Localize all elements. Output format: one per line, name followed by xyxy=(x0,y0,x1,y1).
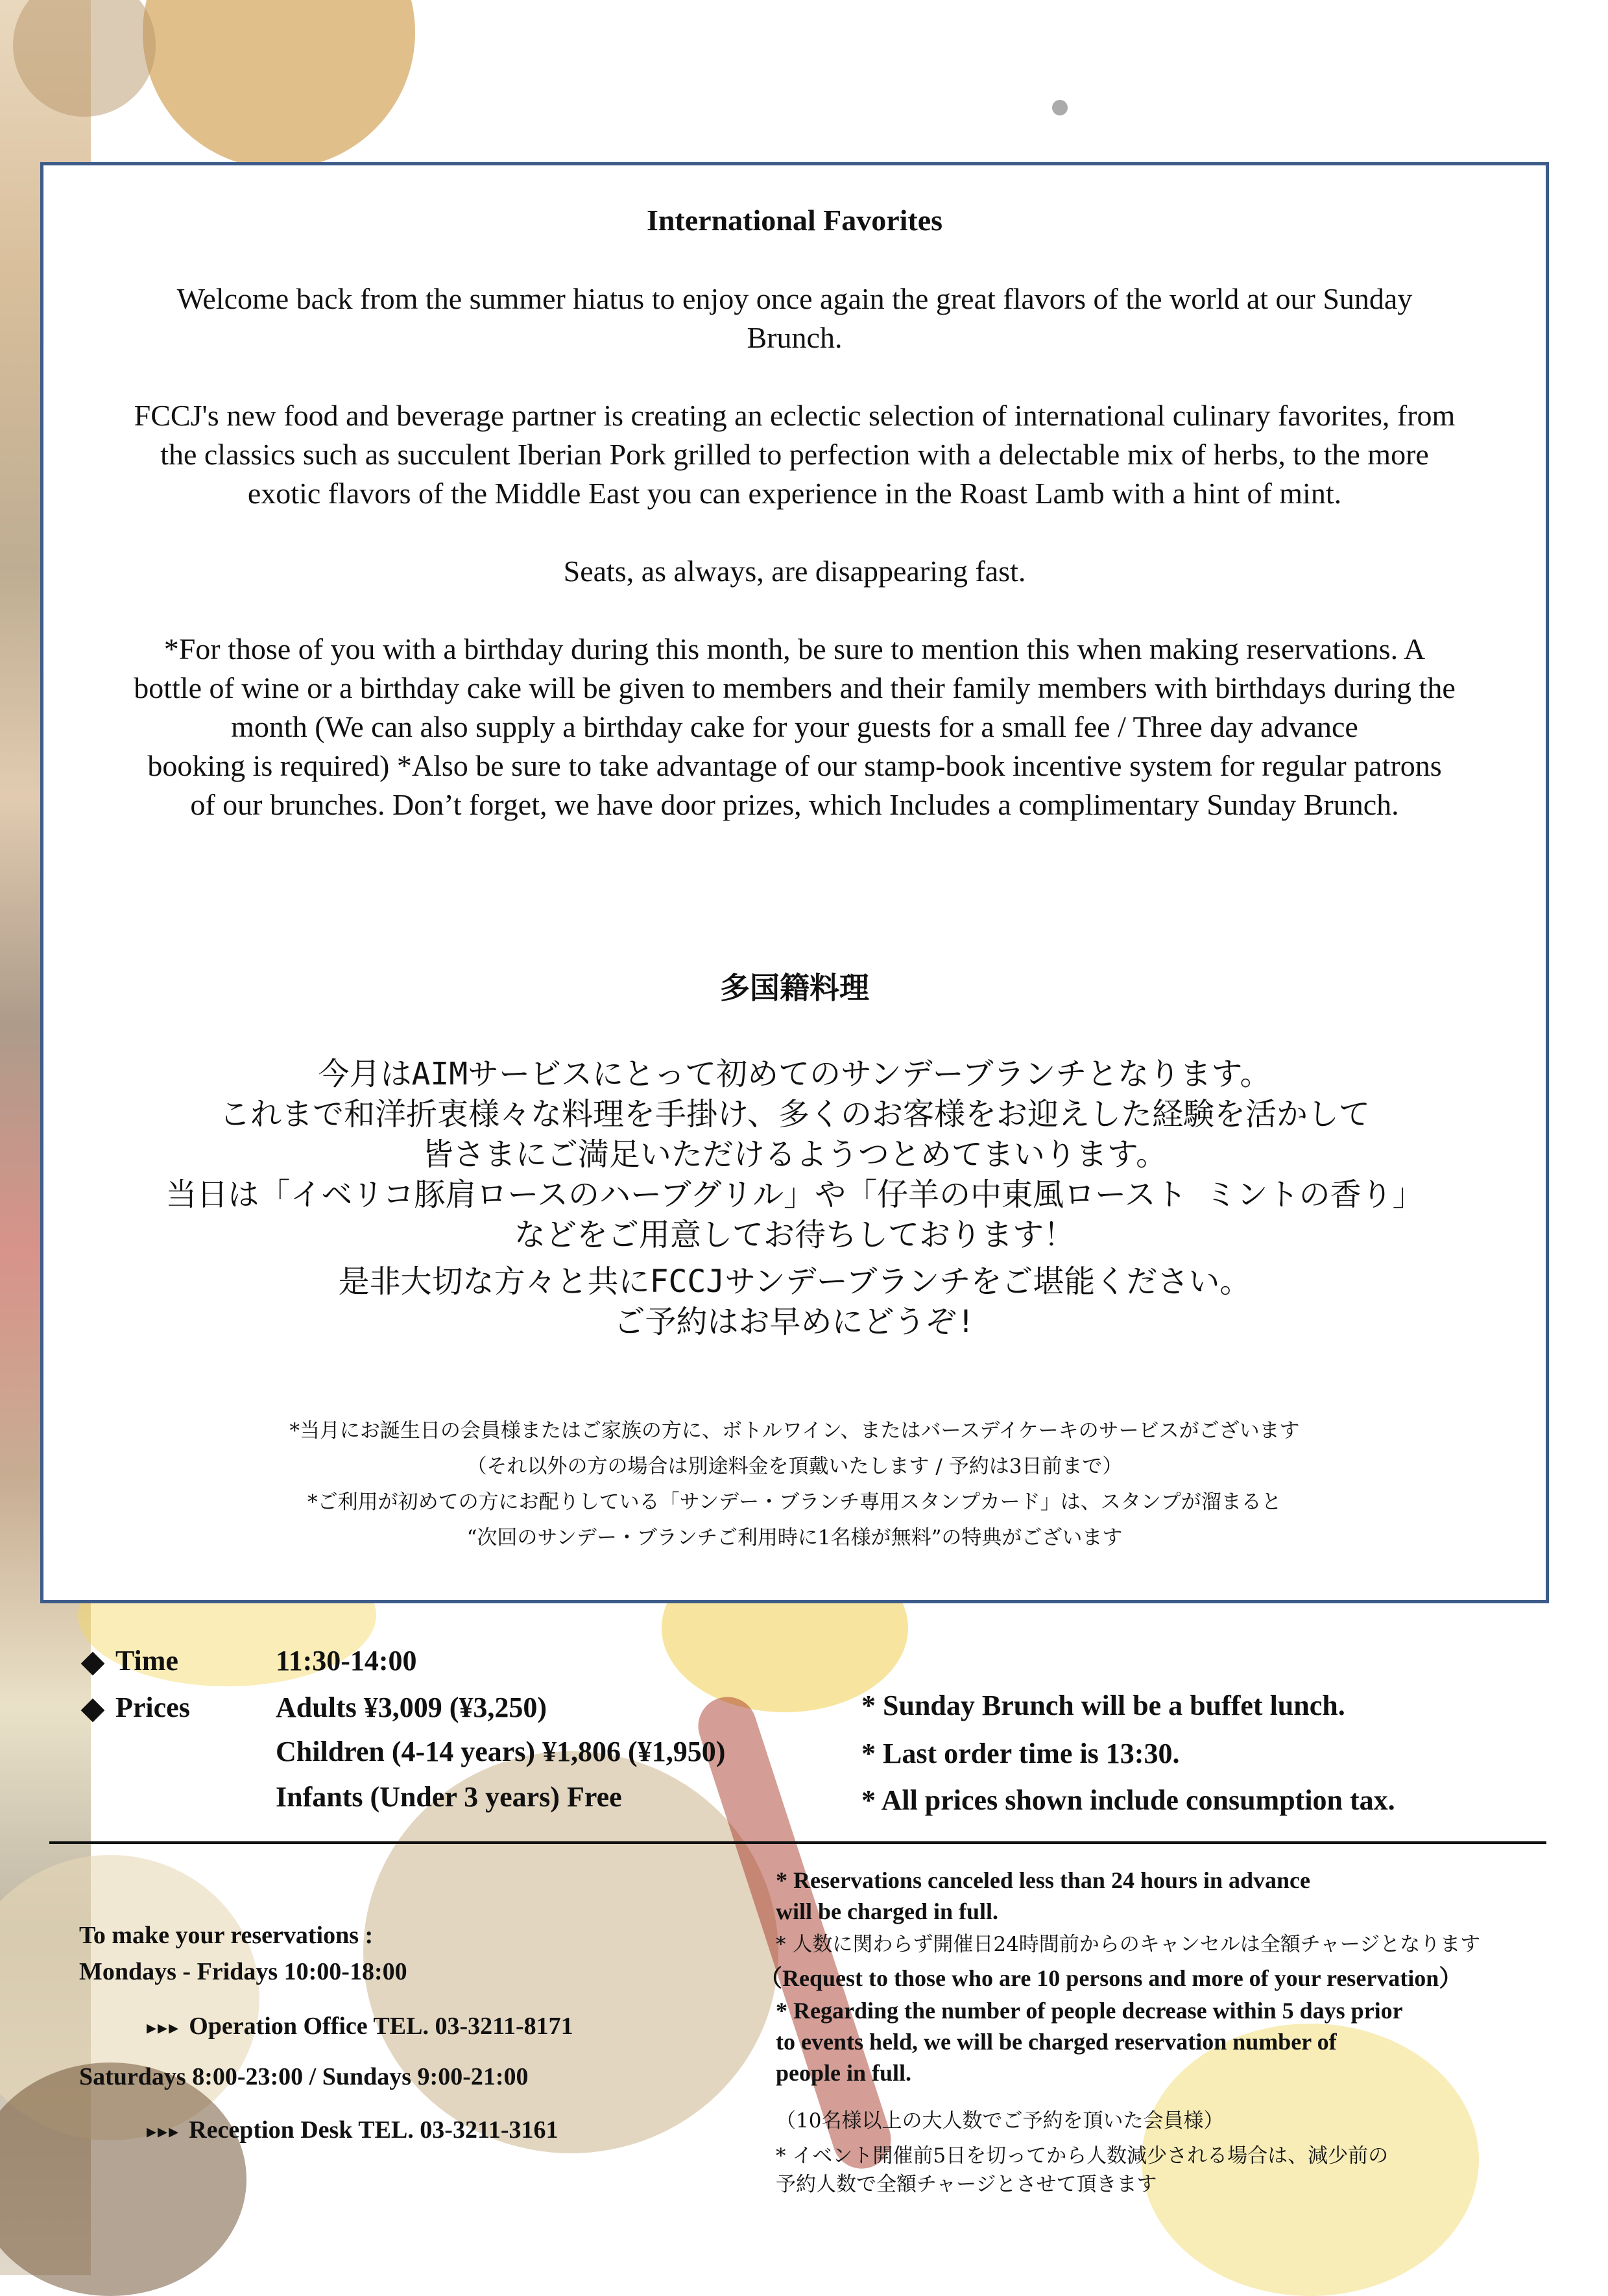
text-line: 皆さまにご満足いただけるようつとめてまいります。 xyxy=(422,1136,1168,1173)
text-line: *For those of you with a birthday during this month, be sure to mention this when making reservations. A xyxy=(163,632,1426,665)
text-line: “次回のサンデー・ブランチご利用時に1名様が無料”の特典がございます xyxy=(466,1526,1123,1549)
price-infants: Infants (Under 3 years) Free xyxy=(276,1781,622,1813)
text-line: 当日は「イベリコ豚肩ロースのハーブグリル」や「仔羊の中東風ロースト ミントの香り」 xyxy=(165,1177,1424,1213)
text-line: * Reservations canceled less than 24 hours in advance xyxy=(776,1867,1311,1893)
text-line: * イベント開催前5日を切ってから人数減少される場合は、減少前の xyxy=(776,2144,1389,2168)
seats-paragraph xyxy=(82,552,1507,591)
weekday-hours: Mondays - Fridays 10:00-18:00 xyxy=(79,1958,407,1985)
text-line: *ご利用が初めての方にお配りしている「サンデー・ブランチ専用スタンプカード」は、スタンプが溜まると xyxy=(307,1490,1282,1514)
text-line: Welcome back from the summer hiatus to enjoy once again the great flavors of the world at our Sunday xyxy=(176,282,1413,315)
price-children: Children (4-14 years) ¥1,806 (¥1,950) xyxy=(276,1736,726,1767)
price-adults: Adults ¥3,009 (¥3,250) xyxy=(276,1692,547,1723)
english-title: International Favorites xyxy=(646,204,943,237)
notice-box xyxy=(40,162,1549,1603)
weekend-hours: Saturdays 8:00-23:00 / Sundays 9:00-21:00 xyxy=(79,2063,529,2090)
text-line: * Regarding the number of people decrease within 5 days prior xyxy=(776,1998,1403,2024)
operation-office-phone xyxy=(147,2011,573,2044)
text-line: などをご用意してお待ちしております！ xyxy=(514,1217,1075,1253)
text-line: 是非大切な方々と共にFCCJサンデーブランチをご堪能ください。 xyxy=(338,1263,1251,1300)
welcome-paragraph xyxy=(82,280,1507,357)
arrow-icon: ▸▸▸ xyxy=(147,2017,180,2039)
text-line: FCCJ's new food and beverage partner is creating an eclectic selection of international culinary favorites, from xyxy=(134,399,1456,432)
operation-office-text: Operation Office TEL. 03-3211-8171 xyxy=(189,2013,573,2040)
text-line: exotic flavors of the Middle East you can experience in the Roast Lamb with a hint of mint. xyxy=(247,477,1342,510)
last-order-note: * Last order time is 13:30. xyxy=(861,1738,1180,1769)
diamond-bullet-icon xyxy=(81,1652,105,1676)
cancellation-jp-1: * 人数に関わらず開催日24時間前からのキャンセルは全額チャージとなります xyxy=(776,1933,1481,1956)
text-line: booking is required) *Also be sure to take advantage of our stamp-book incentive system for regular patrons xyxy=(147,749,1442,782)
birthday-paragraph xyxy=(82,630,1507,824)
text-line: to events held, we will be charged reservation number of xyxy=(776,2029,1337,2055)
text-line: 予約人数で全額チャージとさせて頂きます xyxy=(776,2173,1157,2196)
arrow-icon: ▸▸▸ xyxy=(147,2121,180,2142)
buffet-note: * Sunday Brunch will be a buffet lunch. xyxy=(861,1690,1345,1721)
time-value: 11:30-14:00 xyxy=(276,1645,417,1677)
partner-paragraph xyxy=(82,396,1507,513)
japanese-notes xyxy=(43,1413,1546,1556)
time-label xyxy=(84,1644,178,1677)
prices-label-text: Prices xyxy=(115,1692,190,1723)
section-divider xyxy=(49,1841,1546,1844)
pepper-seed-decoration xyxy=(1052,100,1068,115)
cancellation-en-1 xyxy=(776,1865,1310,1927)
time-label-text: Time xyxy=(115,1645,178,1677)
reservations-heading: To make your reservations : xyxy=(79,1922,374,1949)
text-line: the classics such as succulent Iberian Pork grilled to perfection with a delectable mix of herbs, to the more xyxy=(160,438,1429,471)
text-line: ご予約はお早めにどうぞ! xyxy=(614,1304,976,1340)
diamond-bullet-icon xyxy=(81,1699,105,1723)
text-line: これまで和洋折衷様々な料理を手掛け、多くのお客様をお迎えした経験を活かして xyxy=(219,1096,1371,1132)
text-line: month (We can also supply a birthday cake for your guests for a small fee / Three day advance xyxy=(231,710,1358,743)
text-line: 今月はAIMサービスにとって初めてのサンデーブランチとなります。 xyxy=(318,1056,1271,1092)
cancellation-en-2-head: （Request to those who are 10 persons and more of your reservation） xyxy=(759,1965,1463,1991)
reception-desk-phone xyxy=(147,2114,558,2147)
japanese-body xyxy=(43,1054,1546,1342)
text-line: of our brunches. Don’t forget, we have door prizes, which Includes a complimentary Sunday Brunch. xyxy=(190,788,1399,821)
spice-bowl-decoration xyxy=(143,0,415,169)
text-line: Seats, as always, are disappearing fast. xyxy=(563,555,1026,588)
cancellation-en-2 xyxy=(776,1995,1403,2088)
cancellation-jp-2-head: （10名様以上の大人数でご予約を頂いた会員様） xyxy=(776,2109,1224,2133)
tax-note: * All prices shown include consumption tax. xyxy=(861,1784,1395,1816)
japanese-title: 多国籍料理 xyxy=(720,970,869,1005)
text-line: Brunch. xyxy=(747,321,843,354)
reception-desk-text: Reception Desk TEL. 03-3211-3161 xyxy=(189,2116,558,2144)
text-line: bottle of wine or a birthday cake will be given to members and their family members with birthdays during the xyxy=(134,671,1456,704)
text-line: （それ以外の方の場合は別途料金を頂戴いたします / 予約は3日前まで） xyxy=(466,1455,1123,1478)
cancellation-jp-2 xyxy=(776,2142,1388,2199)
text-line: *当月にお誕生日の会員様またはご家族の方に、ボトルワイン、またはバースデイケーキのサービスがございます xyxy=(289,1419,1300,1442)
text-line: people in full. xyxy=(776,2060,912,2086)
prices-label xyxy=(84,1691,190,1724)
text-line: will be charged in full. xyxy=(776,1898,999,1924)
